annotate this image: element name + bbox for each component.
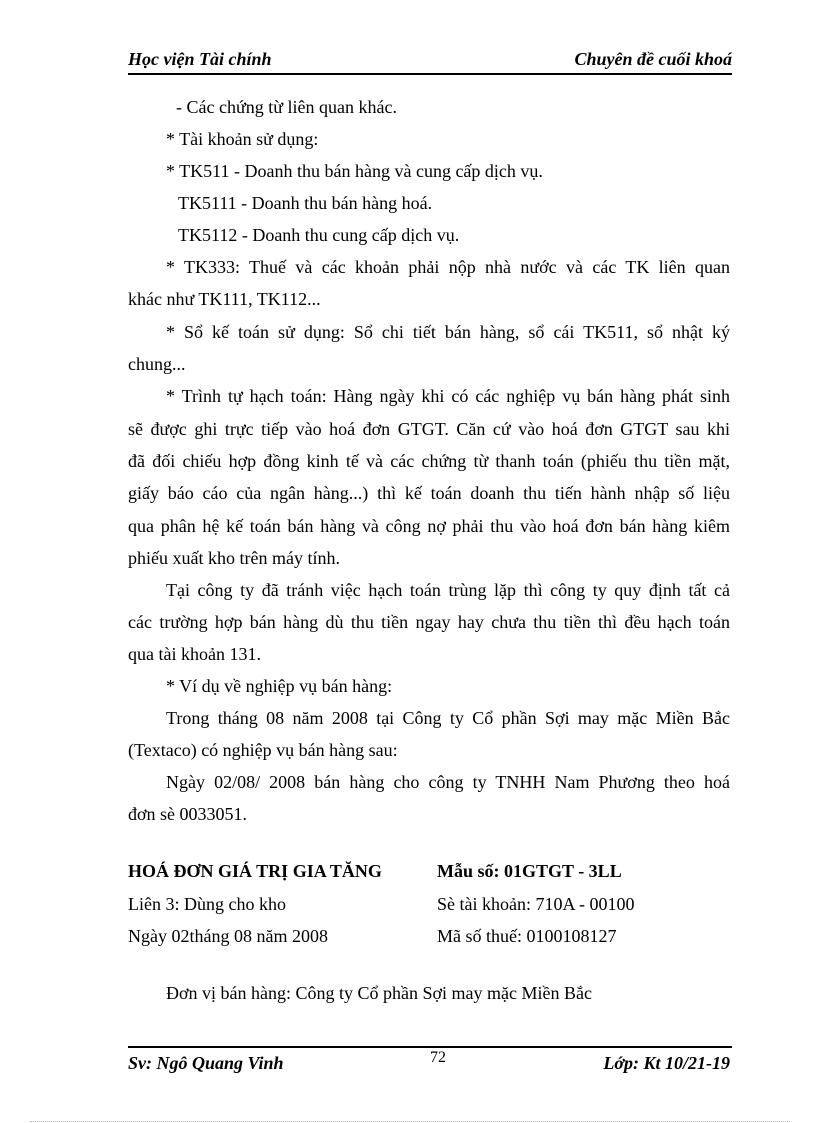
paragraph-line: các trường hợp bán hàng dù thu tiền ngay hay chưa thu tiền thì đều hạch toán: [128, 612, 730, 632]
paragraph-line: giấy báo cáo của ngân hàng...) thì kế toán doanh thu tiến hành nhập số liệu: [128, 483, 730, 503]
invoice-tax-code: Mã số thuế: 0100108127: [437, 926, 617, 946]
paragraph-line: qua tài khoản 131.: [128, 644, 261, 664]
document-type: Chuyên đề cuối khoá: [574, 49, 732, 69]
paragraph-line: sẽ được ghi trực tiếp vào hoá đơn GTGT. Căn cứ vào hoá đơn GTGT sau khi: [128, 419, 730, 439]
paragraph-line: Trong tháng 08 năm 2008 tại Công ty Cổ phần Sợi may mặc Miền Bắc: [166, 708, 730, 728]
page-number: 72: [430, 1049, 446, 1066]
invoice-form-number: Mẫu số: 01GTGT - 3LL: [437, 861, 622, 881]
paragraph-line: phiếu xuất kho trên máy tính.: [128, 548, 340, 568]
paragraph-line: * Trình tự hạch toán: Hàng ngày khi có các nghiệp vụ bán hàng phát sinh: [166, 386, 730, 406]
invoice-copy: Liên 3: Dùng cho kho: [128, 894, 286, 914]
page-header: [128, 47, 732, 75]
text-line: * TK511 - Doanh thu bán hàng và cung cấp dịch vụ.: [166, 161, 543, 181]
paragraph-line: * TK333: Thuế và các khoản phải nộp nhà nước và các TK liên quan: [166, 257, 730, 277]
paragraph-line: * Sổ kế toán sử dụng: Sổ chi tiết bán hàng, sổ cái TK511, sổ nhật ký: [166, 322, 730, 342]
paragraph-line: Tại công ty đã tránh việc hạch toán trùng lặp thì công ty quy định tất cả: [166, 580, 730, 600]
text-line: * Tài khoản sử dụng:: [166, 129, 319, 149]
paragraph-line: đơn sè 0033051.: [128, 804, 248, 824]
text-line: - Các chứng từ liên quan khác.: [176, 97, 397, 117]
invoice-date: Ngày 02tháng 08 năm 2008: [128, 926, 328, 946]
footer-rule: [128, 1046, 732, 1048]
text-line: TK5112 - Doanh thu cung cấp dịch vụ.: [178, 225, 460, 245]
class-code: Lớp: Kt 10/21-19: [603, 1053, 730, 1073]
paragraph-line: chung...: [128, 354, 186, 374]
paragraph-line: (Textaco) có nghiệp vụ bán hàng sau:: [128, 740, 398, 760]
paragraph-line: đã đối chiếu hợp đồng kinh tế và các chứng từ thanh toán (phiếu thu tiền mặt,: [128, 451, 730, 471]
text-line: TK5111 - Doanh thu bán hàng hoá.: [178, 193, 433, 213]
invoice-seller: Đơn vị bán hàng: Công ty Cổ phần Sợi may mặc Miền Bắc: [166, 983, 592, 1003]
student-name: Sv: Ngô Quang Vinh: [128, 1053, 284, 1073]
paragraph-line: qua phân hệ kế toán bán hàng và công nợ phải thu vào hoá đơn bán hàng kiêm: [128, 516, 730, 536]
invoice-title: HOÁ ĐƠN GIÁ TRỊ GIA TĂNG: [128, 861, 382, 881]
paragraph-line: Ngày 02/08/ 2008 bán hàng cho công ty TNHH Nam Phương theo hoá: [166, 772, 730, 792]
invoice-account: Sè tài khoản: 710A - 00100: [437, 894, 635, 914]
paragraph-line: khác như TK111, TK112...: [128, 289, 321, 309]
paragraph-line: * Ví dụ về nghiệp vụ bán hàng:: [166, 676, 393, 696]
page-edge-divider: [30, 1121, 790, 1122]
institution-name: Học viện Tài chính: [128, 49, 272, 69]
